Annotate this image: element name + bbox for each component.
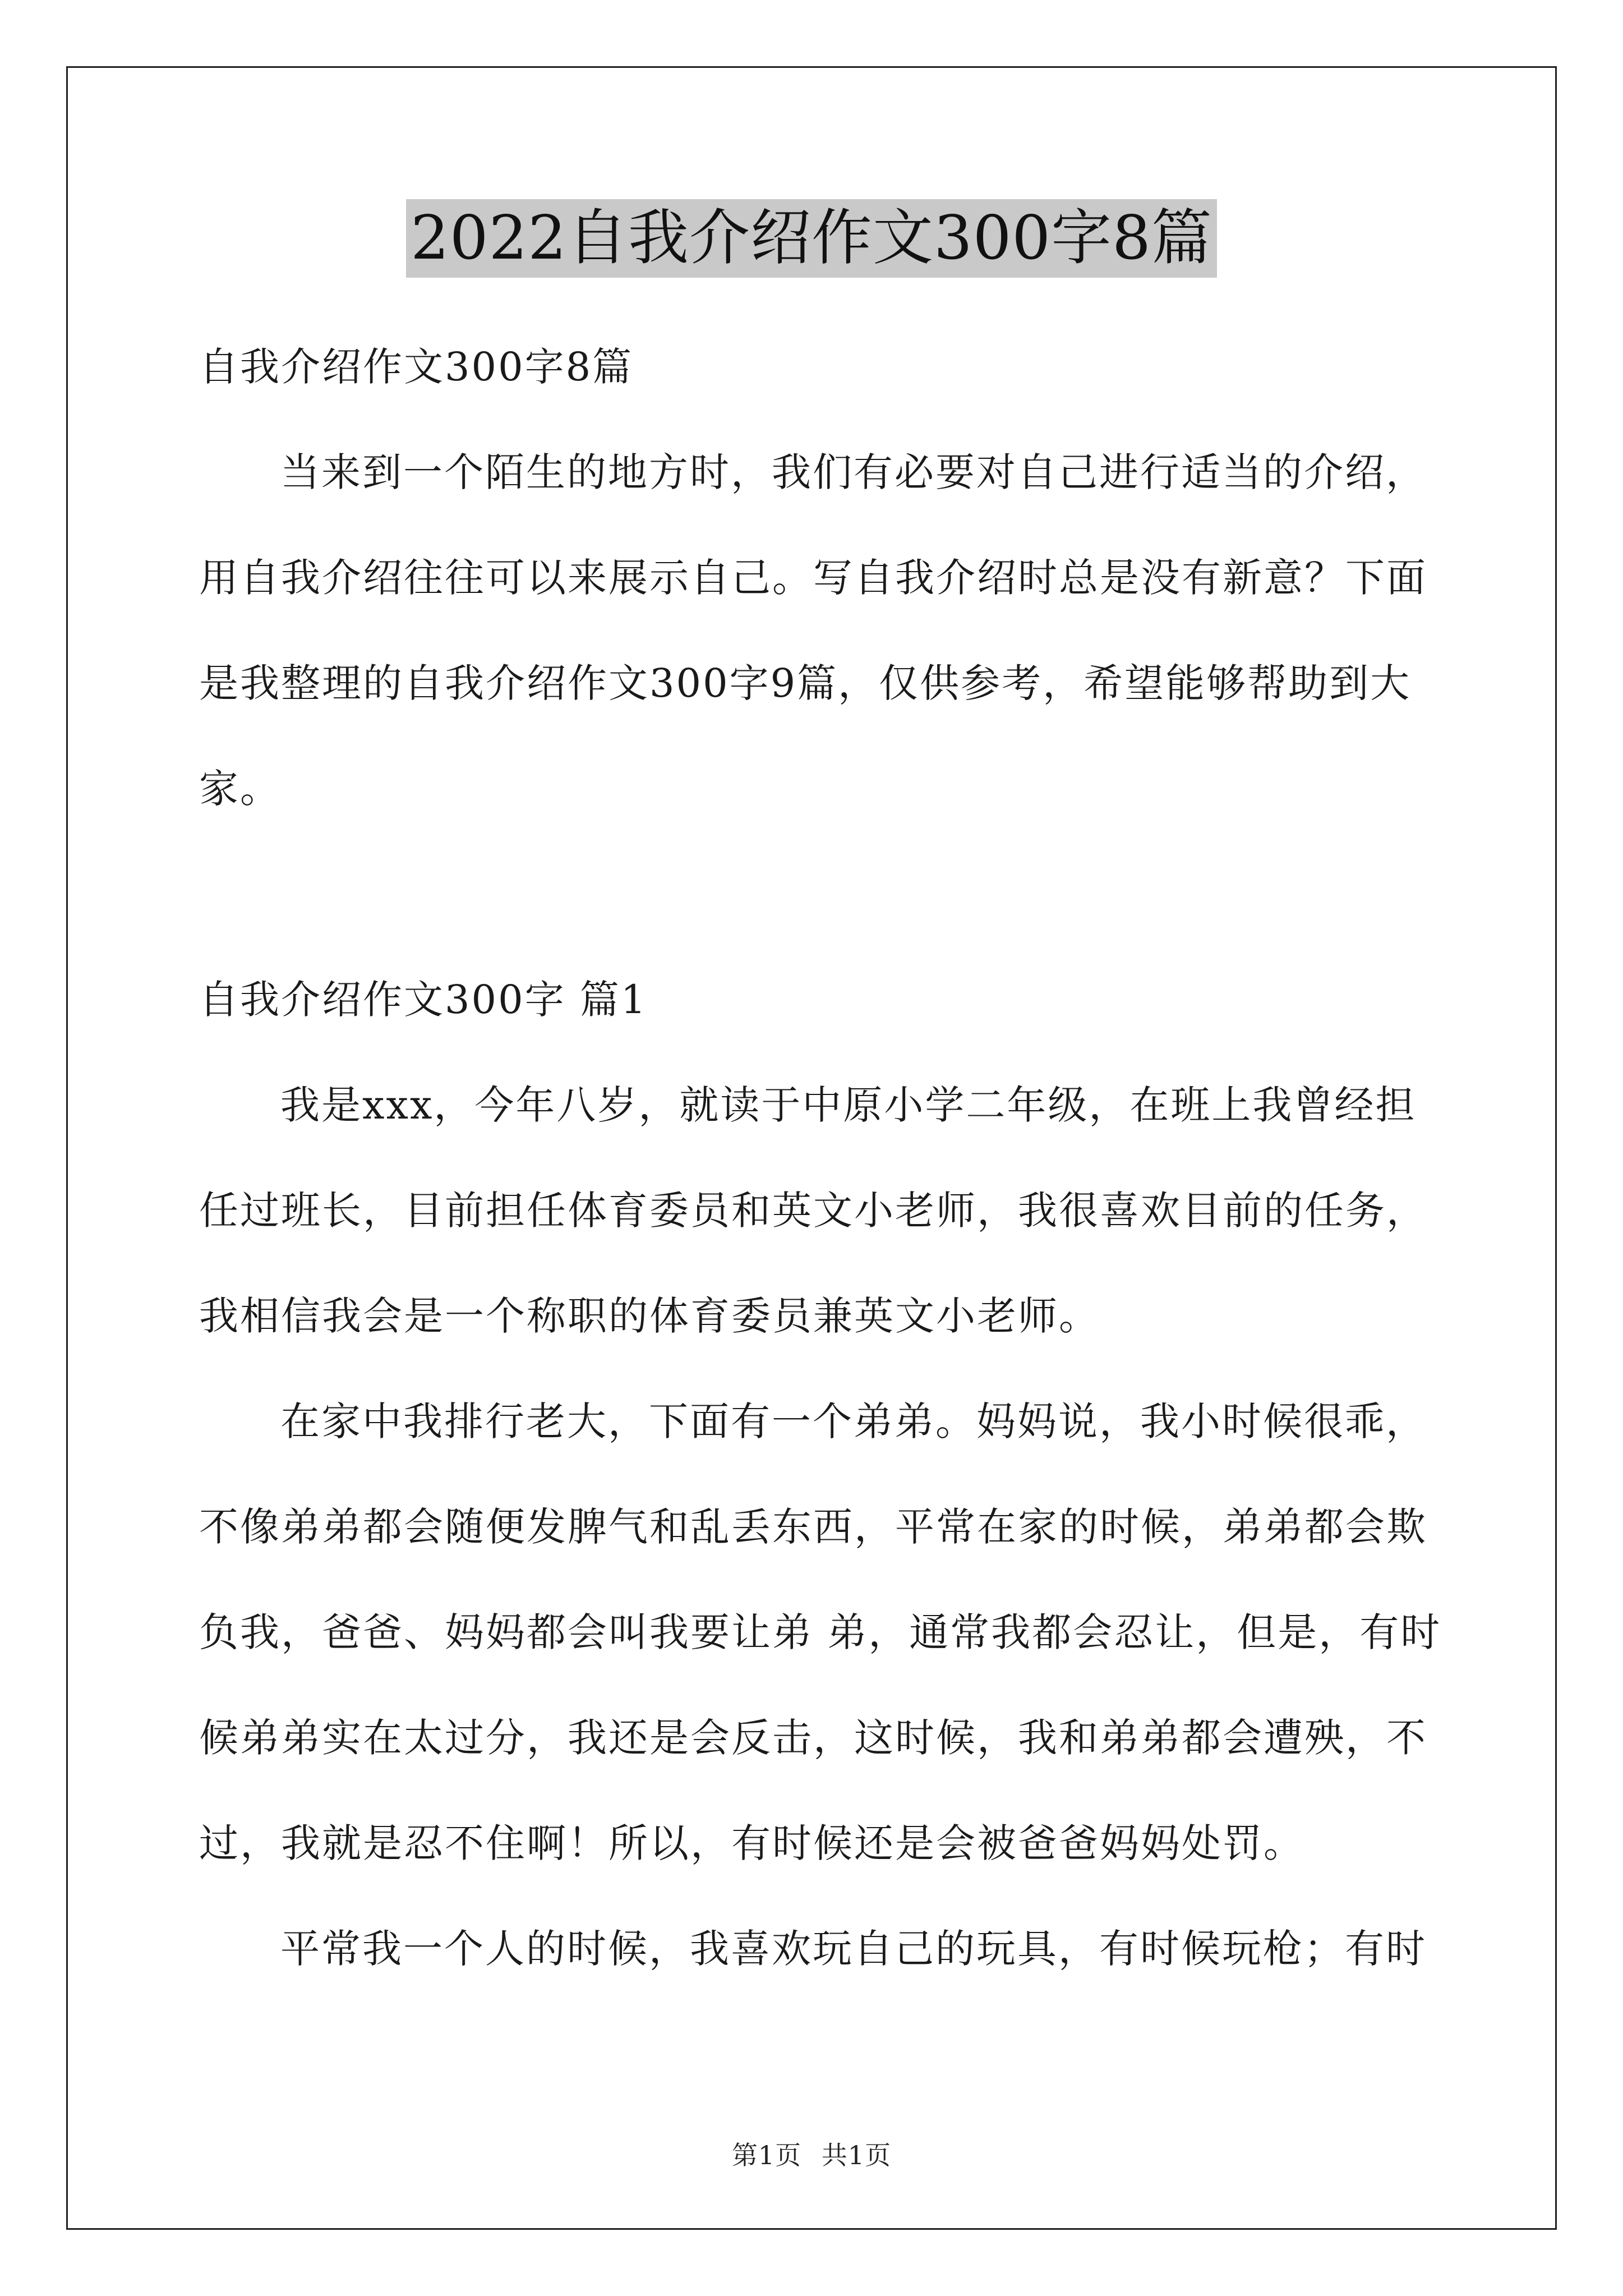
intro-line: 当来到一个陌生的地方时，我们有必要对自己进行适当的介绍，: [280, 449, 1427, 495]
paragraph-line: 我是xxx，今年八岁，就读于中原小学二年级，在班上我曾经担: [280, 1082, 1417, 1128]
intro-line: 家。: [199, 766, 281, 812]
paragraph-line: 候弟弟实在太过分，我还是会反击，这时候，我和弟弟都会遭殃，不: [199, 1715, 1427, 1761]
paragraph-line: 过，我就是忍不住啊！所以，有时候还是会被爸爸妈妈处罚。: [199, 1820, 1304, 1866]
section-spacer: [199, 841, 1433, 947]
paragraph-line: 平常我一个人的时候，我喜欢玩自己的玩具，有时候玩枪；有时: [280, 1926, 1427, 1972]
page-number: 第1页: [731, 2140, 802, 2170]
section-heading: 自我介绍作文300字 篇1: [199, 977, 648, 1023]
intro-line: 用自我介绍往往可以来展示自己。写自我介绍时总是没有新意？下面: [199, 555, 1427, 601]
page-footer: [0, 2135, 1623, 2172]
document-body: [199, 314, 1442, 2001]
document-title: 2022自我介绍作文300字8篇: [406, 199, 1217, 278]
paragraph-line: 在家中我排行老大，下面有一个弟弟。妈妈说，我小时候很乖，: [280, 1398, 1427, 1444]
paragraph-line: 我相信我会是一个称职的体育委员兼英文小老师。: [199, 1293, 1100, 1339]
title-container: [0, 199, 1623, 278]
document-subtitle: 自我介绍作文300字8篇: [199, 344, 634, 390]
paragraph-line: 不像弟弟都会随便发脾气和乱丢东西，平常在家的时候，弟弟都会欺: [199, 1504, 1427, 1550]
page-total: 共1页: [821, 2140, 892, 2170]
paragraph-line: 任过班长，目前担任体育委员和英文小老师，我很喜欢目前的任务，: [199, 1188, 1427, 1234]
intro-line: 是我整理的自我介绍作文300字9篇，仅供参考，希望能够帮助到大: [199, 660, 1412, 706]
paragraph-line: 负我，爸爸、妈妈都会叫我要让弟 弟，通常我都会忍让，但是，有时: [199, 1609, 1442, 1655]
